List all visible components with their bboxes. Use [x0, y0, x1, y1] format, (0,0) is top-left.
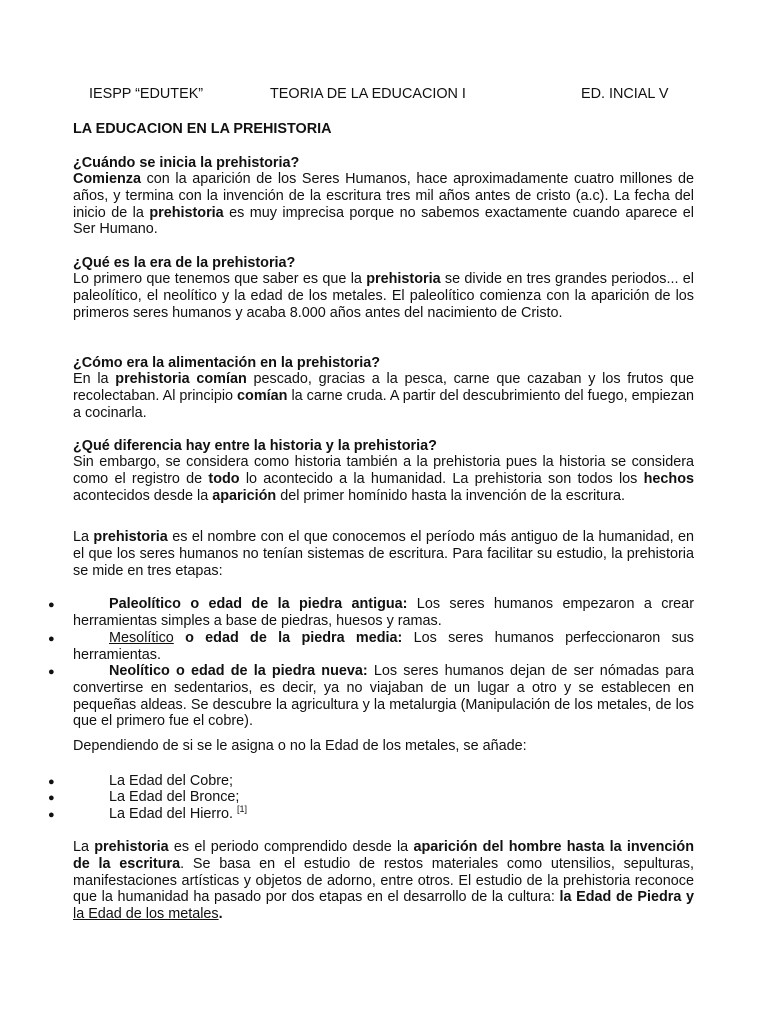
paragraph-2: [73, 271, 694, 321]
bold-term: prehistoria comían: [115, 371, 247, 387]
underlined-term: Mesolítico: [109, 630, 174, 646]
document-header: [0, 86, 768, 104]
text-run: es el periodo comprendido desde la: [168, 839, 414, 855]
text-run: Los seres humanos perfeccionaron sus herramientas.: [73, 630, 694, 663]
text-run: La: [73, 529, 94, 545]
text-run: se divide en tres grandes periodos... el paleolítico, el neolítico y la edad de los metales. El paleolítico comienza con la aparición de los primeros seres humanos y acaba 8.000 años antes del nacimiento de Cristo.: [73, 271, 694, 321]
text-run: En la: [73, 371, 116, 387]
text-run: Sin embargo, se considera como historia también a la prehistoria pues la historia se considera como el registro de: [73, 454, 694, 487]
bullet-icon: ●: [48, 776, 55, 788]
paragraph-1: [73, 171, 694, 238]
text-run: Lo primero que tenemos que saber es que la: [73, 271, 367, 287]
text-run: . Se basa en el estudio de restos materiales como utensilios, sepulturas, manifestaciones artísticas y objetos de adorno, entre otros. El estudio de la prehistoria reconoce que la humanidad ha pasado por dos etapas en el desarrollo de la cultura:: [73, 855, 694, 906]
question-heading-3: ¿Cómo era la alimentación en la prehistoria?: [73, 355, 381, 371]
bold-term: comían: [237, 387, 288, 404]
bullet-icon: ●: [48, 599, 55, 611]
bold-term: todo: [208, 470, 240, 487]
text-run: la carne cruda. A partir del descubrimiento del fuego, empiezan a cocinarla.: [73, 387, 694, 421]
stage-item-paleolitico: [73, 596, 694, 630]
header-institution: IESPP “EDUTEK”: [89, 86, 204, 102]
metal-item-cobre: La Edad del Cobre;: [109, 773, 234, 789]
text-run: La Edad del Hierro.: [109, 806, 237, 822]
metal-item-hierro: [109, 806, 694, 823]
bullet-icon: ●: [48, 633, 55, 645]
bullet-icon: ●: [48, 809, 55, 821]
bullet-icon: ●: [48, 666, 55, 678]
text-run: del primer homínido hasta la invención de la escritura.: [276, 487, 625, 504]
paragraph-3: [73, 371, 694, 421]
question-heading-1: ¿Cuándo se inicia la prehistoria?: [73, 155, 300, 171]
text-run: lo acontecido a la humanidad. La prehistoria son todos los: [239, 470, 644, 487]
text-run: Los seres humanos dejan de ser nómadas para convertirse en sedentarios, es decir, ya no viajaban de un lugar a otro y se establecen en pequeñas aldeas. Se descubre la agricultura y la metalurgia (Manipulación de los metales, de los que el primero fue el cobre).: [73, 663, 695, 730]
text-run: pescado, gracias a la pesca, carne que cazaban y los frutos que recolectaban. Al principio: [73, 371, 695, 404]
bold-term: hechos: [643, 470, 694, 487]
metal-item-bronce: La Edad del Bronce;: [109, 789, 240, 805]
bold-term: aparición del hombre hasta la invención de la escritura: [73, 839, 695, 872]
text-run: con la aparición de los Seres Humanos, hace aproximadamente cuatro millones de años, y termina con la invención de la escritura tres mil años antes de cristo (a.c). La fecha del inicio de la: [73, 171, 694, 221]
footnote-link[interactable]: [1]: [237, 804, 248, 815]
bold-term: prehistoria: [149, 204, 224, 221]
underlined-link[interactable]: la Edad de los metales: [73, 906, 219, 923]
metals-intro: Dependiendo de si se le asigna o no la Edad de los metales, se añade:: [73, 738, 527, 754]
text-run: acontecidos desde la: [73, 487, 213, 504]
bold-term: Paleolítico o edad de la piedra antigua:: [109, 596, 408, 612]
header-level: ED. INCIAL V: [581, 86, 669, 102]
document-title: LA EDUCACION EN LA PREHISTORIA: [73, 121, 332, 137]
text-run: es el nombre con el que conocemos el período más antiguo de la humanidad, en el que los seres humanos no tenían sistemas de escritura. Para facilitar su estudio, la prehistoria se mide en tres etapas:: [73, 529, 694, 579]
bullet-icon: ●: [48, 792, 55, 804]
text-run: La: [73, 839, 95, 855]
stage-item-neolitico: [73, 663, 694, 730]
paragraph-5: [73, 529, 694, 579]
bold-term: aparición: [212, 487, 277, 504]
question-heading-4: ¿Qué diferencia hay entre la historia y la prehistoria?: [73, 438, 437, 454]
paragraph-6: [73, 839, 694, 923]
bold-term: Neolítico o edad de la piedra nueva:: [109, 663, 368, 679]
header-course: TEORIA DE LA EDUCACION I: [270, 86, 466, 102]
bold-term: la Edad de Piedra y: [559, 889, 695, 906]
bold-term: prehistoria: [93, 529, 168, 545]
paragraph-4: [73, 454, 694, 504]
bold-term: prehistoria: [366, 271, 441, 287]
bold-term: Comienza: [73, 171, 141, 187]
text-run: es muy imprecisa porque no sabemos exactamente cuando aparece el Ser Humano.: [73, 204, 694, 238]
bold-term: prehistoria: [94, 839, 169, 855]
question-heading-2: ¿Qué es la era de la prehistoria?: [73, 255, 296, 271]
bold-term: o edad de la piedra media:: [173, 630, 403, 646]
text-run: Los seres humanos empezaron a crear herramientas simples a base de piedras, huesos y ramas.: [73, 596, 694, 629]
bold-term: .: [218, 906, 223, 923]
stage-item-mesolitico: [73, 630, 694, 664]
